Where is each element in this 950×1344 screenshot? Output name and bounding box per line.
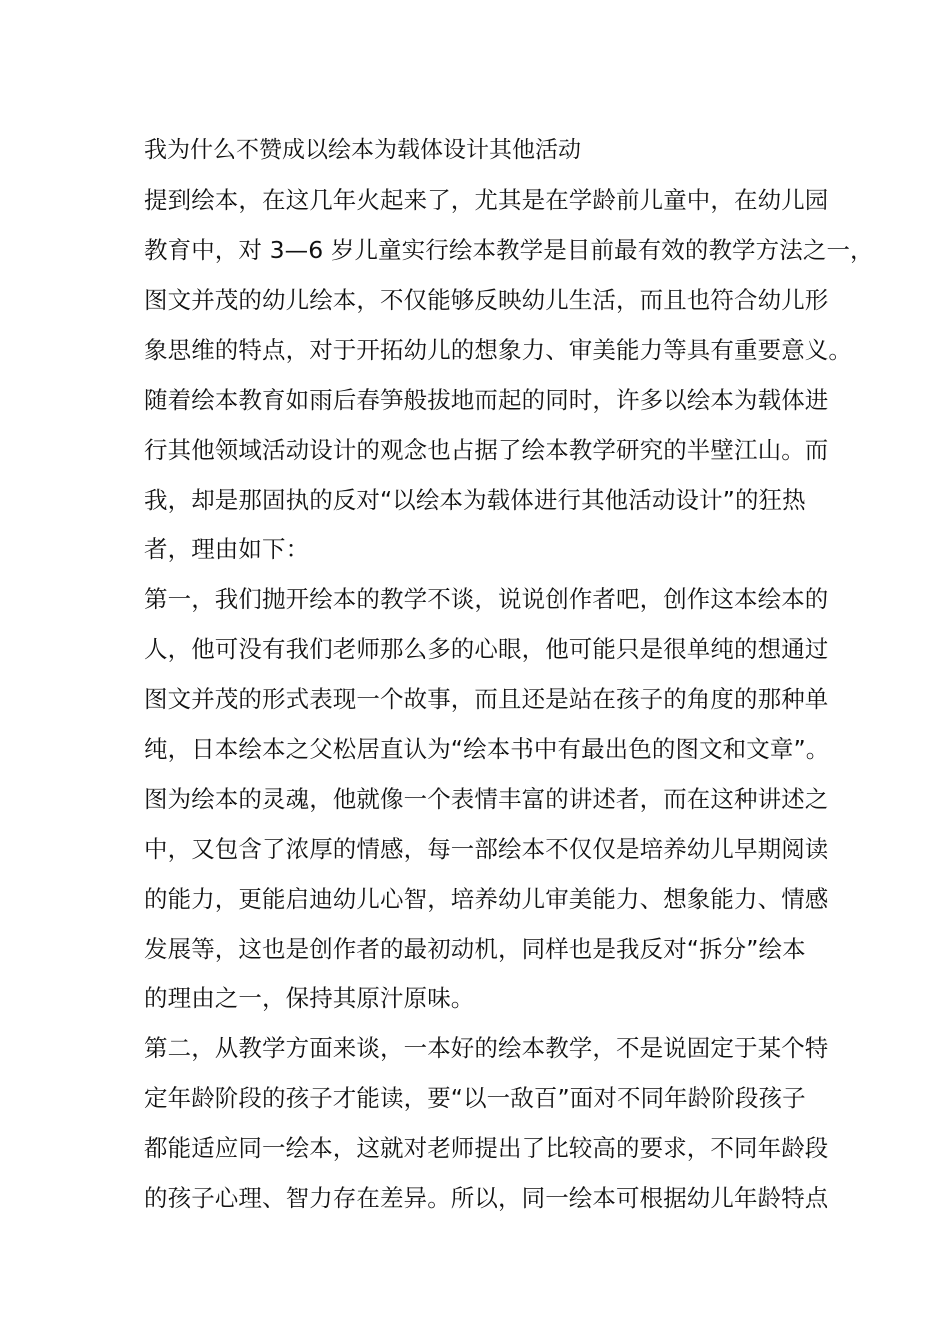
paragraph-line: 图文并茂的幼儿绘本，不仅能够反映幼儿生活，而且也符合幼儿形: [144, 286, 829, 314]
paragraph-line: 教育中，对 3—6 岁儿童实行绘本教学是目前最有效的教学方法之一，: [144, 236, 874, 264]
paragraph-line: 中，又包含了浓厚的情感，每一部绘本不仅仅是培养幼儿早期阅读: [144, 835, 829, 863]
paragraph-line: 的孩子心理、智力存在差异。所以，同一绘本可根据幼儿年龄特点: [144, 1184, 829, 1212]
paragraph-line: 第二，从教学方面来谈，一本好的绘本教学，不是说固定于某个特: [144, 1034, 829, 1062]
paragraph-line: 都能适应同一绘本，这就对老师提出了比较高的要求，不同年龄段: [144, 1134, 829, 1162]
paragraph-line: 行其他领域活动设计的观念也占据了绘本教学研究的半壁江山。而: [144, 436, 829, 464]
paragraph-line: 纯，日本绘本之父松居直认为“绘本书中有最出色的图文和文章”。: [144, 735, 830, 763]
paragraph-line: 者，理由如下：: [144, 535, 310, 563]
paragraph-line: 发展等，这也是创作者的最初动机，同样也是我反对“拆分”绘本: [144, 935, 806, 963]
paragraph-line: 人，他可没有我们老师那么多的心眼，他可能只是很单纯的想通过: [144, 635, 829, 663]
document-title: 我为什么不赞成以绘本为载体设计其他活动: [144, 137, 581, 163]
paragraph-line: 图为绘本的灵魂，他就像一个表情丰富的讲述者，而在这种讲述之: [144, 785, 829, 813]
paragraph-line: 提到绘本，在这几年火起来了，尤其是在学龄前儿童中，在幼儿园: [144, 186, 829, 214]
paragraph-line: 定年龄阶段的孩子才能读，要“以一敌百”面对不同年龄阶段孩子: [144, 1084, 806, 1112]
paragraph-line: 我，却是那固执的反对“以绘本为载体进行其他活动设计”的狂热: [144, 486, 806, 514]
paragraph-line: 的理由之一，保持其原汁原味。: [144, 984, 475, 1012]
paragraph-line: 的能力，更能启迪幼儿心智，培养幼儿审美能力、想象能力、情感: [144, 885, 829, 913]
paragraph-line: 随着绘本教育如雨后春笋般拔地而起的同时，许多以绘本为载体进: [144, 386, 829, 414]
paragraph-line: 象思维的特点，对于开拓幼儿的想象力、审美能力等具有重要意义。: [144, 336, 852, 364]
paragraph-line: 图文并茂的形式表现一个故事，而且还是站在孩子的角度的那种单: [144, 685, 829, 713]
paragraph-line: 第一，我们抛开绘本的教学不谈，说说创作者吧，创作这本绘本的: [144, 585, 829, 613]
